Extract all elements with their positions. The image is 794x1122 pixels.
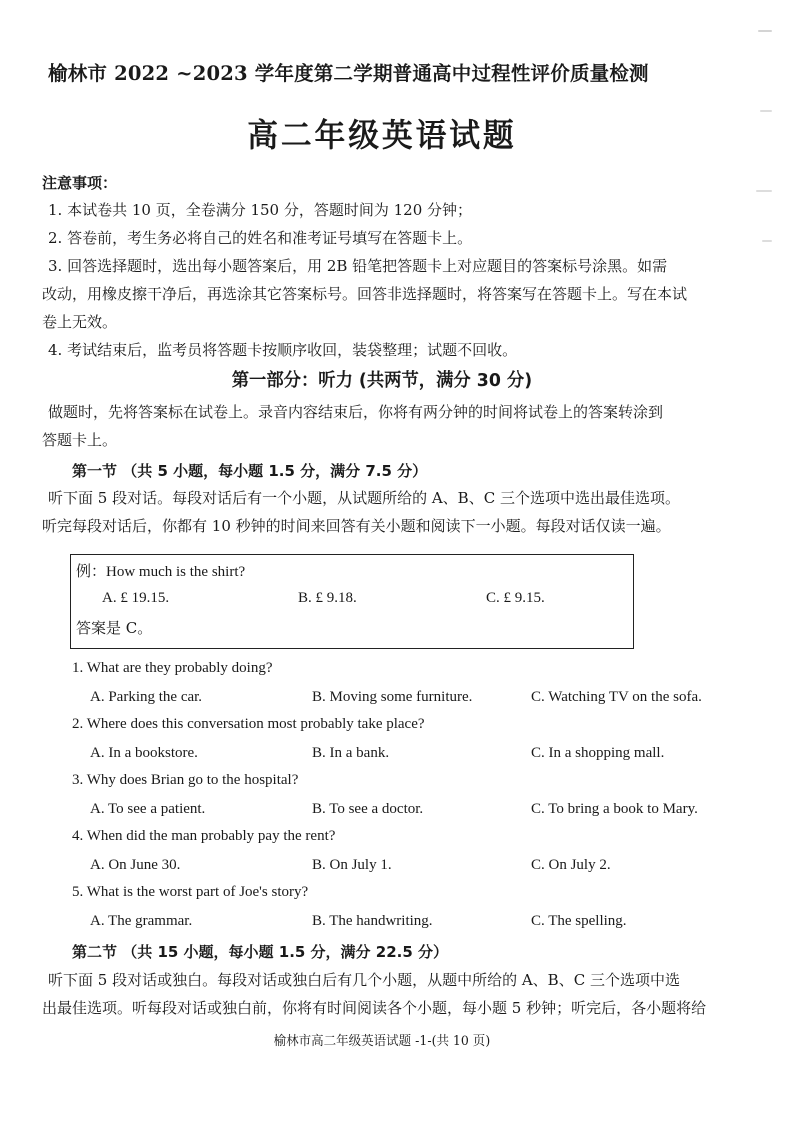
example-question: 例：How much is the shirt? xyxy=(76,564,246,580)
option: A. The grammar. xyxy=(90,913,193,929)
section-instructions: 听下面 5 段对话或独白。每段对话或独白后有几个小题，从题中所给的 A、B、C 三个选项中选 xyxy=(48,971,680,989)
example-option: B. £ 9.18. xyxy=(298,590,357,606)
section-heading: 第二节 （共 15 小题，每小题 1.5 分，满分 22.5 分） xyxy=(72,943,449,961)
option: B. In a bank. xyxy=(312,745,390,761)
scan-mark xyxy=(756,190,772,192)
notice-item: 3. 回答选择题时，选出每小题答案后，用 2B 铅笔把答题卡上对应题目的答案标号涂黑。如需 xyxy=(48,257,668,275)
example-answer: 答案是 C。 xyxy=(76,619,153,637)
section-instructions: 出最佳选项。听每段对话或独白前，你将有时间阅读各个小题，每小题 5 秒钟；听完后，各小题将给 xyxy=(42,999,707,1017)
option: C. In a shopping mall. xyxy=(531,745,665,761)
option: A. To see a patient. xyxy=(90,801,206,817)
example-option: C. £ 9.15. xyxy=(486,590,545,606)
notice-item: 1. 本试卷共 10 页，全卷满分 150 分，答题时间为 120 分钟； xyxy=(48,201,473,219)
part-intro: 答题卡上。 xyxy=(42,431,118,449)
notice-item: 2. 答卷前，考生务必将自己的姓名和准考证号填写在答题卡上。 xyxy=(48,229,473,247)
exam-header: 榆林市 2022 ~2023 学年度第二学期普通高中过程性评价质量检测 xyxy=(48,62,649,85)
question: 1. What are they probably doing? xyxy=(72,660,273,676)
option: B. The handwriting. xyxy=(312,913,433,929)
option: A. On June 30. xyxy=(90,857,181,873)
option: A. Parking the car. xyxy=(90,689,203,705)
page-title: 高二年级英语试题 xyxy=(247,116,517,154)
example-option: A. £ 19.15. xyxy=(102,590,170,606)
notice-item: 卷上无效。 xyxy=(42,313,118,331)
question: 2. Where does this conversation most probably take place? xyxy=(72,716,425,732)
notice-heading: 注意事项： xyxy=(42,174,118,192)
scan-mark xyxy=(762,240,772,242)
part-title: 第一部分：听力 (共两节，满分 30 分) xyxy=(231,370,533,391)
option: B. Moving some furniture. xyxy=(312,689,473,705)
notice-item: 4. 考试结束后，监考员将答题卡按顺序收回，装袋整理；试题不回收。 xyxy=(48,341,518,359)
part-intro: 做题时，先将答案标在试卷上。录音内容结束后，你将有两分钟的时间将试卷上的答案转涂到 xyxy=(48,403,664,421)
scan-mark xyxy=(758,30,772,32)
option: C. The spelling. xyxy=(531,913,627,929)
page-footer: 榆林市高二年级英语试题 -1-(共 10 页) xyxy=(273,1034,491,1049)
option: C. Watching TV on the sofa. xyxy=(531,689,702,705)
option: B. To see a doctor. xyxy=(312,801,424,817)
question: 5. What is the worst part of Joe's story? xyxy=(72,884,309,900)
option: A. In a bookstore. xyxy=(90,745,198,761)
question: 4. When did the man probably pay the rent? xyxy=(72,828,336,844)
option: C. On July 2. xyxy=(531,857,611,873)
question: 3. Why does Brian go to the hospital? xyxy=(72,772,299,788)
option: B. On July 1. xyxy=(312,857,392,873)
section-heading: 第一节 （共 5 小题，每小题 1.5 分，满分 7.5 分） xyxy=(72,462,428,480)
option: C. To bring a book to Mary. xyxy=(531,801,698,817)
section-instructions: 听完每段对话后，你都有 10 秒钟的时间来回答有关小题和阅读下一小题。每段对话仅读一遍。 xyxy=(42,517,671,535)
notice-item: 改动，用橡皮擦干净后，再选涂其它答案标号。回答非选择题时，将答案写在答题卡上。写在本试 xyxy=(42,285,688,303)
section-instructions: 听下面 5 段对话。每段对话后有一个小题，从试题所给的 A、B、C 三个选项中选出最佳选项。 xyxy=(48,489,680,507)
